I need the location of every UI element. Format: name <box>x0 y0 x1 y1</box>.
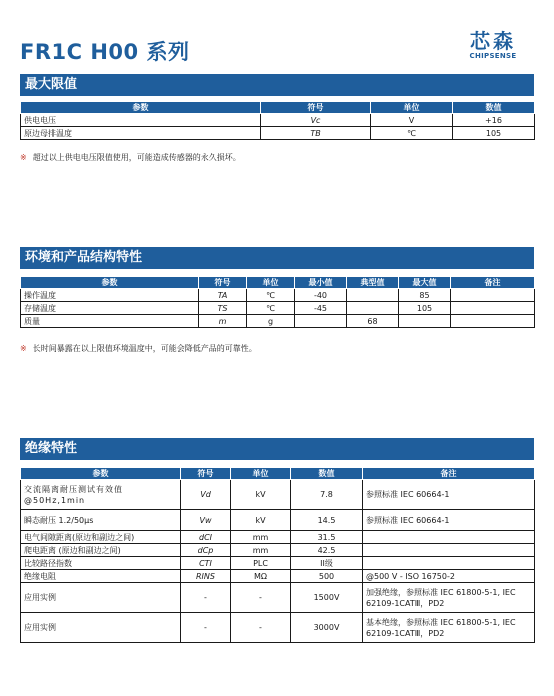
cell-typ <box>347 289 399 302</box>
cell-unit: - <box>231 613 291 643</box>
note-mark: ※ <box>20 153 27 162</box>
cell-value: II级 <box>291 557 363 570</box>
table-header: 典型值 <box>347 277 399 289</box>
cell-unit: MΩ <box>231 570 291 583</box>
max-ratings-note <box>20 152 241 163</box>
cell-max <box>399 315 451 328</box>
cell-symbol: - <box>181 583 231 613</box>
cell-value: 1500V <box>291 583 363 613</box>
cell-unit: mm <box>231 544 291 557</box>
cell-unit: ℃ <box>247 289 295 302</box>
cell-symbol: TS <box>199 302 247 315</box>
cell-symbol: CTI <box>181 557 231 570</box>
cell-unit: - <box>231 583 291 613</box>
cell-unit: mm <box>231 531 291 544</box>
note-mark: ※ <box>20 344 27 353</box>
cell-param: 存储温度 <box>21 302 199 315</box>
cell-remark: 基本绝缘，参照标准 IEC 61800-5-1, IEC 62109-1CATⅢ，PD2 <box>363 613 535 643</box>
table-row <box>21 510 535 531</box>
cell-unit: PLC <box>231 557 291 570</box>
page-title: FR1C H00 系列 <box>20 40 190 64</box>
cell-unit: kV <box>231 480 291 510</box>
table-header: 符号 <box>181 468 231 480</box>
environment-table <box>20 276 535 328</box>
environment-note <box>20 343 257 354</box>
cell-symbol: RINS <box>181 570 231 583</box>
table-header: 参数 <box>21 102 261 114</box>
cell-param: 操作温度 <box>21 289 199 302</box>
insulation-table <box>20 467 535 643</box>
cell-value: 14.5 <box>291 510 363 531</box>
cell-param: 质量 <box>21 315 199 328</box>
cell-value: 3000V <box>291 613 363 643</box>
note-text: 超过以上供电电压限值使用，可能造成传感器的永久损坏。 <box>32 153 241 162</box>
cell-symbol: Vd <box>181 480 231 510</box>
cell-param: 爬电距离 (原边和副边之间) <box>21 544 181 557</box>
cell-symbol: Vw <box>181 510 231 531</box>
cell-param: 电气间隙距离(原边和副边之间) <box>21 531 181 544</box>
max-ratings-table <box>20 101 535 140</box>
table-row <box>21 302 535 315</box>
table-header: 参数 <box>21 277 199 289</box>
table-row <box>21 557 535 570</box>
cell-param: 原边母排温度 <box>21 127 261 140</box>
cell-param: 供电电压 <box>21 114 261 127</box>
cell-remark <box>451 302 535 315</box>
cell-value: 7.8 <box>291 480 363 510</box>
cell-min <box>295 315 347 328</box>
cell-remark: 参照标准 IEC 60664-1 <box>363 480 535 510</box>
table-row <box>21 531 535 544</box>
cell-value: 31.5 <box>291 531 363 544</box>
cell-unit: ℃ <box>371 127 453 140</box>
cell-unit: kV <box>231 510 291 531</box>
cell-max: 85 <box>399 289 451 302</box>
cell-symbol: m <box>199 315 247 328</box>
cell-symbol: TA <box>199 289 247 302</box>
table-header: 数值 <box>453 102 535 114</box>
cell-symbol: dCI <box>181 531 231 544</box>
table-row <box>21 583 535 613</box>
table-header: 符号 <box>261 102 371 114</box>
cell-param: 比较路径指数 <box>21 557 181 570</box>
cell-unit: g <box>247 315 295 328</box>
table-row <box>21 613 535 643</box>
cell-value: 105 <box>453 127 535 140</box>
table-header: 单位 <box>247 277 295 289</box>
cell-symbol: Vc <box>261 114 371 127</box>
table-row <box>21 127 535 140</box>
table-row <box>21 570 535 583</box>
cell-param: 应用实例 <box>21 613 181 643</box>
cell-min: -45 <box>295 302 347 315</box>
cell-remark <box>363 544 535 557</box>
table-header: 符号 <box>199 277 247 289</box>
cell-typ: 68 <box>347 315 399 328</box>
table-header: 最大值 <box>399 277 451 289</box>
table-row <box>21 289 535 302</box>
table-row <box>21 114 535 127</box>
cell-symbol: TB <box>261 127 371 140</box>
cell-typ <box>347 302 399 315</box>
cell-remark: 加强绝缘，参照标准 IEC 61800-5-1, IEC 62109-1CATⅢ，PD2 <box>363 583 535 613</box>
section-title-environment: 环境和产品结构特性 <box>20 247 534 269</box>
cell-param: 交流隔离耐压测试有效值@50Hz,1min <box>21 480 181 510</box>
table-row <box>21 315 535 328</box>
table-header: 数值 <box>291 468 363 480</box>
cell-remark <box>451 315 535 328</box>
cell-min: -40 <box>295 289 347 302</box>
cell-symbol: - <box>181 613 231 643</box>
cell-remark <box>363 557 535 570</box>
cell-param: 绝缘电阻 <box>21 570 181 583</box>
cell-remark: 参照标准 IEC 60664-1 <box>363 510 535 531</box>
brand-logo <box>462 30 524 64</box>
cell-param: 应用实例 <box>21 583 181 613</box>
note-text: 长时间暴露在以上限值环境温度中，可能会降低产品的可靠性。 <box>32 344 257 353</box>
table-row <box>21 480 535 510</box>
logo-en-text: CHIPSENSE <box>469 52 517 60</box>
table-header: 单位 <box>231 468 291 480</box>
table-header: 参数 <box>21 468 181 480</box>
cell-remark <box>451 289 535 302</box>
section-title-insulation: 绝缘特性 <box>20 438 534 460</box>
cell-unit: V <box>371 114 453 127</box>
cell-unit: ℃ <box>247 302 295 315</box>
cell-max: 105 <box>399 302 451 315</box>
cell-value: 42.5 <box>291 544 363 557</box>
table-row <box>21 544 535 557</box>
table-header: 单位 <box>371 102 453 114</box>
cell-value: +16 <box>453 114 535 127</box>
table-header: 备注 <box>363 468 535 480</box>
cell-param: 瞬态耐压 1.2/50μs <box>21 510 181 531</box>
cell-remark: @500 V - ISO 16750-2 <box>363 570 535 583</box>
cell-remark <box>363 531 535 544</box>
table-header: 最小值 <box>295 277 347 289</box>
cell-symbol: dCp <box>181 544 231 557</box>
section-title-max-ratings: 最大限值 <box>20 74 534 96</box>
logo-cn-text: 芯森 <box>470 29 516 53</box>
table-header: 备注 <box>451 277 535 289</box>
cell-value: 500 <box>291 570 363 583</box>
